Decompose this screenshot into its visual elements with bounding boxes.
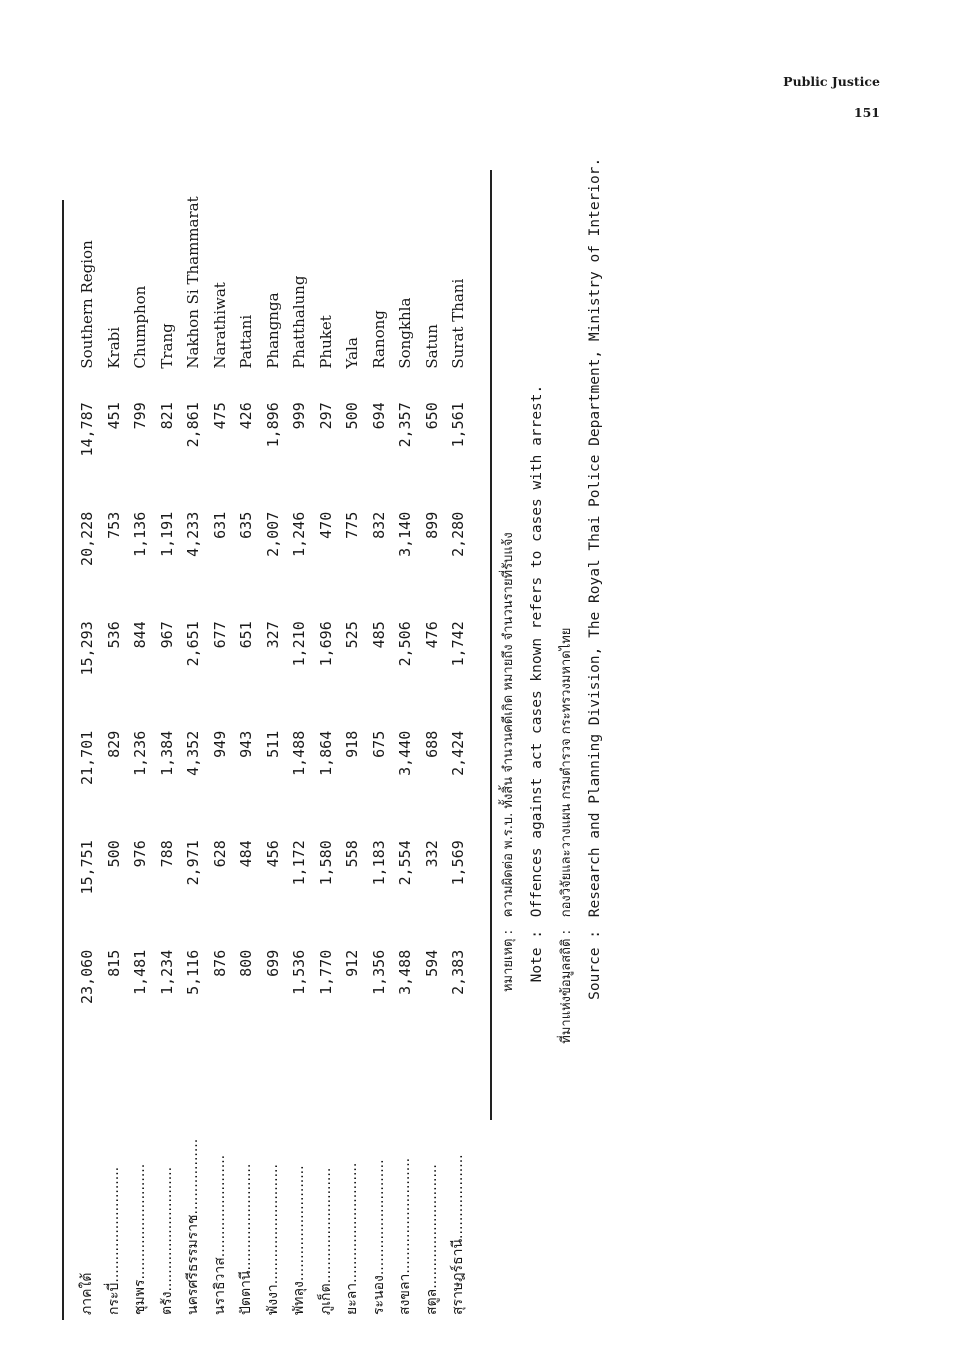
spacer-cell: [180, 369, 207, 393]
table-row: [313, 180, 340, 1315]
value-cell: 699: [263, 949, 282, 977]
province-thai: พัทลุง..........................: [291, 1165, 307, 1315]
spacer-cell: [286, 369, 313, 393]
table-row: [286, 180, 313, 1315]
value-cell: 1,183: [369, 840, 388, 886]
spacer-cell: [207, 369, 234, 393]
value-cell: 4,352: [184, 730, 202, 776]
province-english: Songkhla: [396, 297, 414, 369]
value-cell: 15,293: [78, 621, 96, 676]
province-english: Ranong: [369, 310, 388, 369]
value-cell: 832: [369, 511, 388, 539]
value-cell: 1,864: [316, 730, 335, 776]
value-cell: 1,481: [131, 949, 149, 995]
value-cell: 4,233: [184, 511, 202, 557]
table-row: [419, 180, 446, 1315]
section-title: Public Justice: [783, 74, 880, 89]
province-thai: สตูล............................: [423, 1164, 440, 1315]
value-cell: 800: [237, 949, 255, 977]
value-cell: 484: [237, 840, 255, 868]
province-thai: ภาคใต้: [79, 1272, 95, 1315]
value-cell: 2,971: [184, 840, 202, 886]
source-text: Research and Planning Division, The Royal Thai Police Department, Ministry of Interior.: [587, 157, 603, 918]
value-cell: 2,554: [396, 840, 414, 886]
value-cell: 1,488: [290, 730, 308, 776]
page-header: [580, 66, 880, 128]
province-english: Satun: [422, 324, 441, 369]
value-cell: 500: [343, 402, 361, 430]
value-cell: 651: [237, 621, 255, 649]
value-cell: 677: [210, 621, 229, 649]
value-cell: 1,136: [131, 511, 149, 557]
value-cell: 1,191: [157, 511, 176, 557]
value-cell: 899: [422, 511, 441, 539]
value-cell: 876: [210, 949, 229, 977]
value-cell: 475: [210, 402, 229, 430]
thai-source-text: กองวิจัยและวางแผน กรมตำรวจ กระทรวงมหาดไทย: [559, 627, 574, 918]
value-cell: 297: [316, 402, 335, 430]
english-source: [581, 157, 610, 1130]
province-english: Yala: [343, 337, 361, 369]
value-cell: 456: [263, 840, 282, 868]
table-row: [392, 180, 419, 1315]
value-cell: 1,896: [263, 402, 282, 448]
province-english: Southern Region: [78, 240, 96, 369]
spacer-cell: [366, 369, 393, 393]
value-cell: 3,488: [396, 949, 414, 995]
table-row: [127, 180, 154, 1315]
value-cell: 2,506: [396, 621, 414, 667]
thai-note: [494, 180, 523, 1130]
value-cell: 949: [210, 730, 229, 758]
value-cell: 943: [237, 730, 255, 758]
thai-source-label: ที่มาแห่งข้อมูลสถิติ :: [559, 930, 574, 1044]
table-row: [101, 180, 128, 1315]
value-cell: 821: [157, 402, 176, 430]
table-body: [74, 180, 472, 1315]
value-cell: 1,236: [131, 730, 149, 776]
spacer-cell: [419, 369, 446, 393]
value-cell: 23,060: [78, 949, 96, 1004]
province-thai: ตรัง............................: [158, 1166, 175, 1315]
value-cell: 21,701: [78, 730, 96, 785]
table-row: [207, 180, 234, 1315]
value-cell: 1,742: [449, 621, 467, 667]
thai-source: [552, 180, 581, 1130]
province-thai: ปัตตานี........................: [238, 1163, 254, 1315]
spacer-cell: [392, 369, 419, 393]
value-cell: 2,357: [396, 402, 414, 448]
value-cell: 2,007: [263, 511, 282, 557]
province-english: Phangnga: [263, 292, 282, 369]
value-cell: 426: [237, 402, 255, 430]
value-cell: 2,424: [449, 730, 467, 776]
value-cell: 15,751: [78, 840, 96, 895]
province-english: Trang: [157, 323, 176, 369]
table-row: [154, 180, 181, 1315]
value-cell: 976: [131, 840, 149, 868]
statistics-table: [74, 180, 472, 1315]
value-cell: 799: [131, 402, 149, 430]
value-cell: 631: [210, 511, 229, 539]
value-cell: 2,383: [449, 949, 467, 995]
page-number: 151: [853, 105, 880, 120]
province-thai: กระบี่..........................: [105, 1166, 122, 1315]
value-cell: 694: [369, 402, 388, 430]
table-row: [366, 180, 393, 1315]
notes-rule: [490, 170, 492, 1120]
value-cell: 829: [104, 730, 123, 758]
value-cell: 815: [104, 949, 123, 977]
province-thai: ยะลา...........................: [344, 1162, 360, 1315]
value-cell: 3,140: [396, 511, 414, 557]
province-thai: ระนอง..........................: [370, 1159, 387, 1315]
value-cell: 912: [343, 949, 361, 977]
value-cell: 1,561: [449, 402, 467, 448]
top-rule: [62, 200, 64, 1320]
value-cell: 500: [104, 840, 123, 868]
value-cell: 1,384: [157, 730, 176, 776]
value-cell: 1,246: [290, 511, 308, 557]
province-thai: ภูเก็ต..........................: [317, 1167, 334, 1315]
value-cell: 20,228: [78, 511, 96, 566]
spacer-cell: [101, 369, 128, 393]
value-cell: 628: [210, 840, 229, 868]
value-cell: 753: [104, 511, 123, 539]
value-cell: 1,569: [449, 840, 467, 886]
value-cell: 675: [369, 730, 388, 758]
table-row: [445, 180, 472, 1315]
value-cell: 999: [290, 402, 308, 430]
province-english: Phatthalung: [290, 275, 308, 369]
province-english: Nakhon Si Thammarat: [184, 196, 202, 369]
value-cell: 635: [237, 511, 255, 539]
province-english: Chumphon: [131, 285, 149, 369]
spacer-cell: [154, 369, 181, 393]
spacer-cell: [233, 369, 260, 393]
value-cell: 967: [157, 621, 176, 649]
value-cell: 1,234: [157, 949, 176, 995]
table-row: [339, 180, 366, 1315]
spacer-cell: [260, 369, 287, 393]
value-cell: 918: [343, 730, 361, 758]
province-thai: ชุมพร..........................: [132, 1163, 148, 1315]
value-cell: 688: [422, 730, 441, 758]
value-cell: 558: [343, 840, 361, 868]
value-cell: 2,651: [184, 621, 202, 667]
value-cell: 511: [263, 730, 282, 758]
value-cell: 1,580: [316, 840, 335, 886]
value-cell: 844: [131, 621, 149, 649]
province-thai: สงขลา..........................: [397, 1157, 413, 1315]
notes-block: [494, 157, 610, 1130]
value-cell: 788: [157, 840, 176, 868]
value-cell: 332: [422, 840, 441, 868]
value-cell: 5,116: [184, 949, 202, 995]
value-cell: 2,280: [449, 511, 467, 557]
value-cell: 485: [369, 621, 388, 649]
table-row-total: [74, 180, 101, 1315]
value-cell: 536: [104, 621, 123, 649]
value-cell: 451: [104, 402, 123, 430]
spacer-cell: [313, 369, 340, 393]
value-cell: 2,861: [184, 402, 202, 448]
spacer-cell: [127, 369, 154, 393]
table-row: [233, 180, 260, 1315]
value-cell: 650: [422, 402, 441, 430]
value-cell: 1,770: [316, 949, 335, 995]
note-label: Note :: [529, 930, 545, 983]
value-cell: 14,787: [78, 402, 96, 457]
province-thai: สุราษฎร์ธานี...................: [450, 1154, 466, 1315]
value-cell: 1,172: [290, 840, 308, 886]
value-cell: 1,696: [316, 621, 335, 667]
table-row: [260, 180, 287, 1315]
value-cell: 1,536: [290, 949, 308, 995]
table-row: [180, 180, 207, 1315]
province-english: Surat Thani: [449, 278, 467, 369]
thai-note-label: หมายเหตุ :: [501, 930, 516, 993]
province-thai: พังงา...........................: [264, 1164, 281, 1315]
rotated-table-block: [62, 157, 622, 1330]
spacer-cell: [339, 369, 366, 393]
note-text: Offences against act cases known refers to cases with arrest.: [529, 384, 545, 918]
value-cell: 1,210: [290, 621, 308, 667]
value-cell: 327: [263, 621, 282, 649]
thai-note-text: ความผิดต่อ พ.ร.บ. ทั้งสิ้น จำนวนคดีเกิด หมายถึง จำนวนรายที่รับแจ้ง: [501, 532, 516, 918]
english-note: [523, 180, 552, 1130]
province-english: Krabi: [104, 326, 123, 369]
spacer-cell: [445, 369, 472, 393]
province-english: Narathiwat: [210, 282, 229, 369]
value-cell: 594: [422, 949, 441, 977]
value-cell: 775: [343, 511, 361, 539]
value-cell: 476: [422, 621, 441, 649]
spacer-cell: [74, 369, 101, 393]
province-thai: นครศรีธรรมราช.................: [185, 1138, 201, 1315]
province-thai: นราธิวาส.......................: [211, 1154, 228, 1315]
province-english: Phuket: [316, 315, 335, 369]
value-cell: 3,440: [396, 730, 414, 776]
value-cell: 1,356: [369, 949, 388, 995]
province-english: Pattani: [237, 314, 255, 369]
value-cell: 470: [316, 511, 335, 539]
value-cell: 525: [343, 621, 361, 649]
source-label: Source :: [587, 930, 603, 1000]
